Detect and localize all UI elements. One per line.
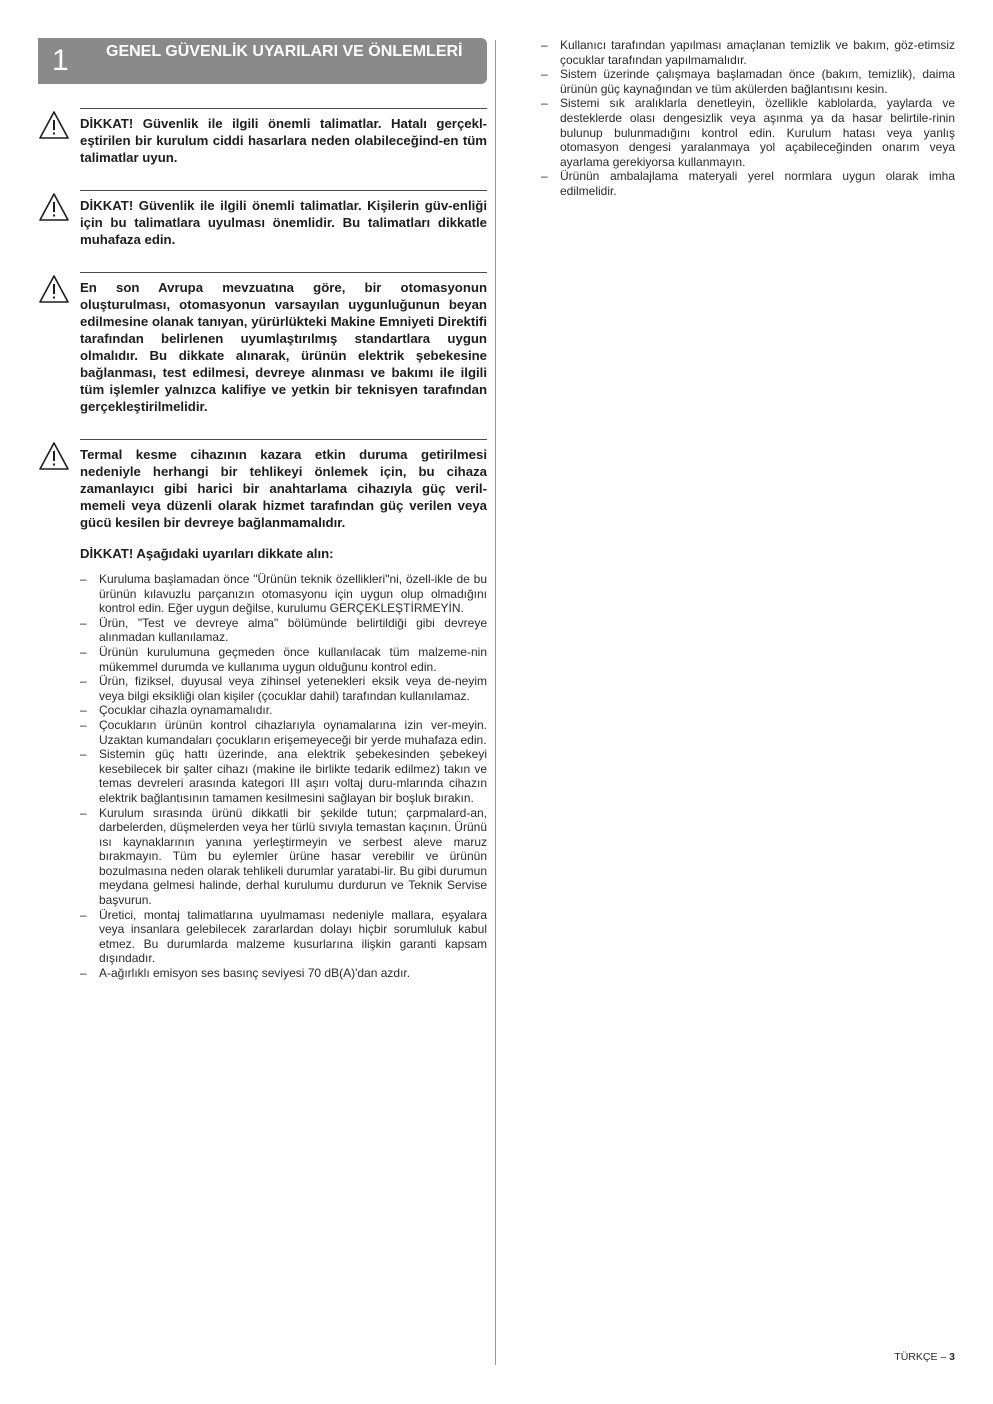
right-column (541, 38, 955, 199)
list-item: – Çocuklar cihazla oynamamalıdır. (80, 703, 487, 718)
warning-triangle-icon (38, 192, 70, 222)
warning-rule (80, 108, 487, 109)
warning-rule (80, 190, 487, 191)
warning-text: DİKKAT! Güvenlik ile ilgili önemli talimatlar. Hatalı gerçekl-eştirilen bir kurulum ciddi hasarlara neden olabileceğind-en tüm talimatlar uyun. (80, 116, 487, 165)
page-footer (894, 1351, 955, 1363)
list-item: – Sistemin güç hattı üzerinde, ana elektrik şebekesinden şebekeyi kesebilecek bir şalter cihazı (makine ile birlikte tedarik edilmez) takın ve temas devreleri arasında kategori III aşırı voltaj duru-mlarında cihazın elektrik bağlantısının tamamen kesilmesini sağlayan bir boşluk bırakın. (80, 747, 487, 805)
warning-triangle-icon (38, 110, 70, 140)
warning-block (38, 108, 487, 166)
warning-rule (80, 439, 487, 440)
column-divider (495, 40, 496, 1365)
page-number: 3 (949, 1351, 955, 1363)
list-item: – Sistem üzerinde çalışmaya başlamadan önce (bakım, temizlik), daima ürünün güç kaynağından ve tüm akülerden bağlantısını kesin. (541, 67, 955, 96)
list-item: – Üretici, montaj talimatlarına uyulmaması nedeniyle mallara, eşyalara veya insanlara gelebilecek zararlardan dolayı hiçbir sorumluluk kabul etmez. Bu durumlarda malzeme kusurlarına ilişkin garanti kapsam dışındadır. (80, 908, 487, 966)
warning-block (38, 439, 487, 531)
section-header (38, 38, 487, 84)
list-item: – Çocukların ürünün kontrol cihazlarıyla oynamalarına izin ver-meyin. Uzaktan kumandaları çocukların erişemeyeceği bir yerde muhafaza edin. (80, 718, 487, 747)
attention-heading: DİKKAT! Aşağıdaki uyarıları dikkate alın: (80, 546, 334, 561)
warning-rule (80, 272, 487, 273)
list-item: – Kurulum sırasında ürünü dikkatli bir şekilde tutun; çarpmalard-an, darbelerden, düşmelerden veya her türlü sıvıyla temastan kaçının. Ürünü ısı kaynaklarının yanına yerleştirmeyin ve serbest aleve maruz bırakmayın. Tüm bu eylemler ürüne hasar verebilir ve ürünün bozulmasına neden olarak tehlikeli durumlar yaratabi-lir. Bu gibi durumun meydana gelmesi halinde, derhal kurulumu durdurun ve Teknik Servise başvurun. (80, 806, 487, 908)
list-item: – Ürün, fiziksel, duyusal veya zihinsel yetenekleri eksik veya de-neyim veya bilgi eksikliği olan kişiler (çocuklar dahil) tarafından kullanılamaz. (80, 674, 487, 703)
footer-language: TÜRKÇE – (894, 1351, 947, 1363)
warning-triangle-icon (38, 441, 70, 471)
warning-triangle-icon (38, 274, 70, 304)
warning-text: Termal kesme cihazının kazara etkin duruma getirilmesi nedeniyle herhangi bir tehlikeyi önlemek için, bu cihaza zamanlayıcı gibi harici bir anahtarlama cihazıyla güç veril-memeli veya düzenli olarak hizmet tarafından güç verilen veya gücü kesilen bir devreye bağlanmamalıdır. (80, 447, 487, 530)
warning-block (38, 272, 487, 415)
warning-text: En son Avrupa mevzuatına göre, bir otomasyonun oluşturulması, otomasyonun varsayılan uygunluğunun beyan edilmesine olanak tanıyan, yürürlükteki Makine Emniyeti Direktifi tarafından belirlenen uyumlaştırılmış standartlara uygun olmalıdır. Bu dikkate alınarak, ürünün elektrik şebekesine bağlanması, test edilmesi, devreye alınması ve bakımı ile ilgili tüm işlemler yalnızca kalifiye ve yetkin bir teknisyen tarafından gerçekleştirilmelidir. (80, 280, 487, 414)
list-item: – Ürünün kurulumuna geçmeden önce kullanılacak tüm malzeme-nin mükemmel durumda ve kullanıma uygun olduğunu kontrol edin. (80, 645, 487, 674)
list-item: – Ürünün ambalajlama materyali yerel normlara uygun olarak imha edilmelidir. (541, 169, 955, 198)
right-instructions-list (541, 38, 955, 199)
list-item: – A-ağırlıklı emisyon ses basınç seviyesi 70 dB(A)'dan azdır. (80, 966, 487, 981)
list-item: – Kuruluma başlamadan önce "Ürünün teknik özellikleri"ni, özell-ikle de bu ürünün kılavuzlu parçanızın otomasyonu için uygun olup olmadığını kontrol edin. Eğer uygun değilse, kurulumu GERÇEKLEŞTİRMEYİN. (80, 572, 487, 616)
list-item: – Sistemi sık aralıklarla denetleyin, özellikle kablolarda, yaylarda ve desteklerde olası dengesizlik veya aşınma ya da hasar belirtile-rinin bulunup bulunmadığını kontrol edin. Kurulum hatası veya yanlış otomasyon dengesi yaralanmaya yol açabileceğinden onarım veya ayarlama gerekiyorsa kullanmayın. (541, 96, 955, 169)
section-number: 1 (52, 44, 69, 77)
warning-block (38, 190, 487, 248)
list-item: – Ürün, "Test ve devreye alma" bölümünde belirtildiği gibi devreye alınmadan kullanılamaz. (80, 616, 487, 645)
list-item: – Kullanıcı tarafından yapılması amaçlanan temizlik ve bakım, göz-etimsiz çocuklar tarafından yapılmamalıdır. (541, 38, 955, 67)
warning-text: DİKKAT! Güvenlik ile ilgili önemli talimatlar. Kişilerin güv-enliği için bu talimatlara uyulması önemlidir. Bu talimatları dikkatle muhafaza edin. (80, 198, 487, 247)
left-column (38, 38, 487, 981)
section-title: GENEL GÜVENLİK UYARILARI VE ÖNLEMLERİ (106, 43, 463, 60)
left-instructions-list (80, 572, 487, 981)
